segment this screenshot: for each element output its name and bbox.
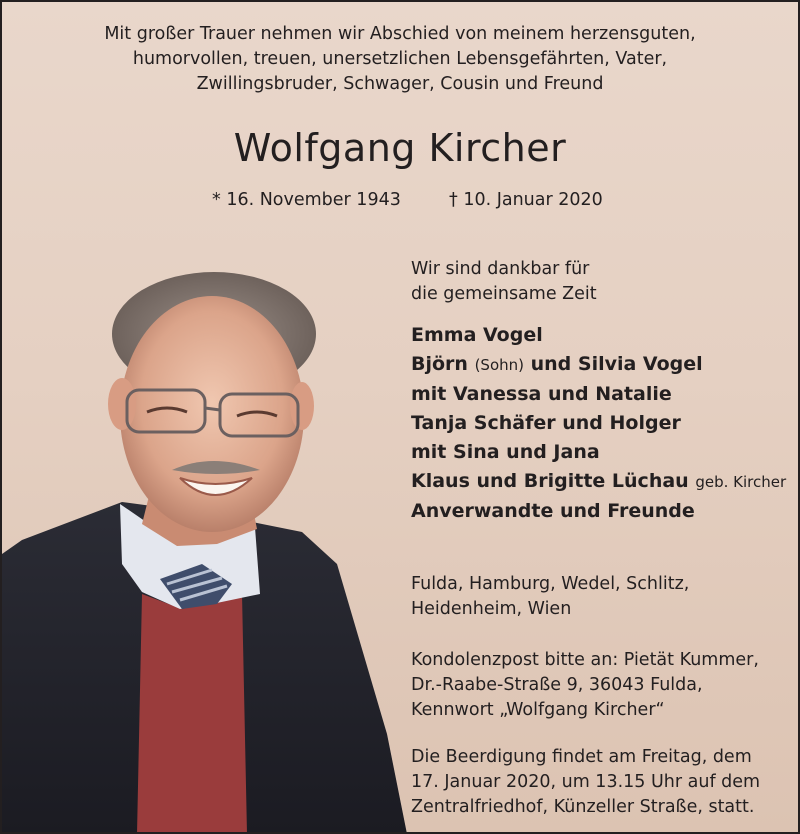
- gratitude-line: Wir sind dankbar für: [411, 259, 590, 279]
- funeral-line: 17. Januar 2020, um 13.15 Uhr auf dem: [411, 772, 761, 792]
- condolence-line: Kennwort „Wolfgang Kircher“: [411, 700, 665, 720]
- mourners-list: [411, 321, 786, 526]
- places-line: Heidenheim, Wien: [411, 599, 572, 619]
- funeral-line: Zentralfriedhof, Künzeller Straße, statt.: [411, 797, 755, 817]
- mourner-row: Tanja Schäfer und Holger: [411, 412, 681, 434]
- funeral-line: Die Beerdigung findet am Freitag, dem: [411, 747, 752, 767]
- mourner-row: [411, 350, 786, 380]
- intro-text: [2, 22, 798, 97]
- mourner-row: Emma Vogel: [411, 324, 543, 346]
- intro-line: humorvollen, treuen, unersetzlichen Lebensgefährten, Vater,: [132, 49, 668, 69]
- relation-note: (Sohn): [474, 356, 524, 374]
- gratitude-text: [411, 257, 597, 307]
- mourner-name: Klaus und Brigitte Lüchau: [411, 470, 689, 492]
- places-text: [411, 572, 689, 622]
- condolence-address: [411, 648, 759, 723]
- intro-line: Zwillingsbruder, Schwager, Cousin und Freund: [196, 74, 604, 94]
- mourner-row: [411, 467, 786, 497]
- mourner-row: Anverwandte und Freunde: [411, 500, 695, 522]
- funeral-info: [411, 745, 760, 820]
- condolence-line: Kondolenzpost bitte an: Pietät Kummer,: [411, 650, 759, 670]
- portrait-photo: [2, 264, 414, 834]
- mourner-row: mit Sina und Jana: [411, 441, 600, 463]
- birth-date: * 16. November 1943: [212, 190, 401, 210]
- death-date: † 10. Januar 2020: [449, 190, 603, 210]
- condolence-line: Dr.-Raabe-Straße 9, 36043 Fulda,: [411, 675, 703, 695]
- mourner-name: Björn: [411, 353, 468, 375]
- gratitude-line: die gemeinsame Zeit: [411, 284, 597, 304]
- mourner-name: und Silvia Vogel: [530, 353, 703, 375]
- mourner-row: mit Vanessa und Natalie: [411, 383, 672, 405]
- places-line: Fulda, Hamburg, Wedel, Schlitz,: [411, 574, 690, 594]
- deceased-name: Wolfgang Kircher: [233, 126, 567, 170]
- intro-line: Mit großer Trauer nehmen wir Abschied von meinem herzensguten,: [104, 24, 696, 44]
- maiden-name-note: geb. Kircher: [695, 473, 787, 491]
